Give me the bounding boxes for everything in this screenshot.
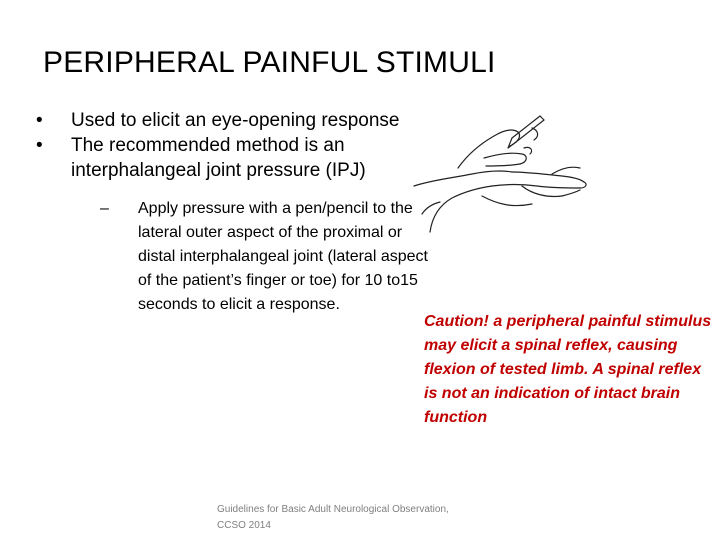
- hand-pen-pressure-icon: [412, 108, 612, 248]
- sub-bullet-item: [100, 197, 428, 317]
- footer-citation: [217, 502, 507, 534]
- bullet-list: [36, 108, 428, 317]
- bullet-marker: •: [36, 135, 43, 156]
- slide-title: PERIPHERAL PAINFUL STIMULI: [43, 46, 496, 79]
- bullet-item: [36, 108, 406, 133]
- sub-bullet-text: Apply pressure with a pen/pencil to the lateral outer aspect of the proximal or distal interphalangeal joint (lateral aspect of the patient’s finger or toe) for 10 to15 seconds to elicit a response.: [138, 200, 428, 313]
- sub-bullet-marker: –: [100, 200, 109, 217]
- bullet-marker: •: [36, 110, 43, 131]
- footer-line: CCSO 2014: [217, 520, 271, 531]
- bullet-item: [36, 133, 406, 183]
- footer-line: Guidelines for Basic Adult Neurological Observation,: [217, 504, 449, 515]
- bullet-text: The recommended method is an interphalangeal joint pressure (IPJ): [71, 135, 366, 181]
- bullet-text: Used to elicit an eye-opening response: [71, 110, 400, 131]
- caution-note: Caution! a peripheral painful stimulus may elicit a spinal reflex, causing flexion of tested limb. A spinal reflex is not an indication of intact brain function: [424, 313, 712, 426]
